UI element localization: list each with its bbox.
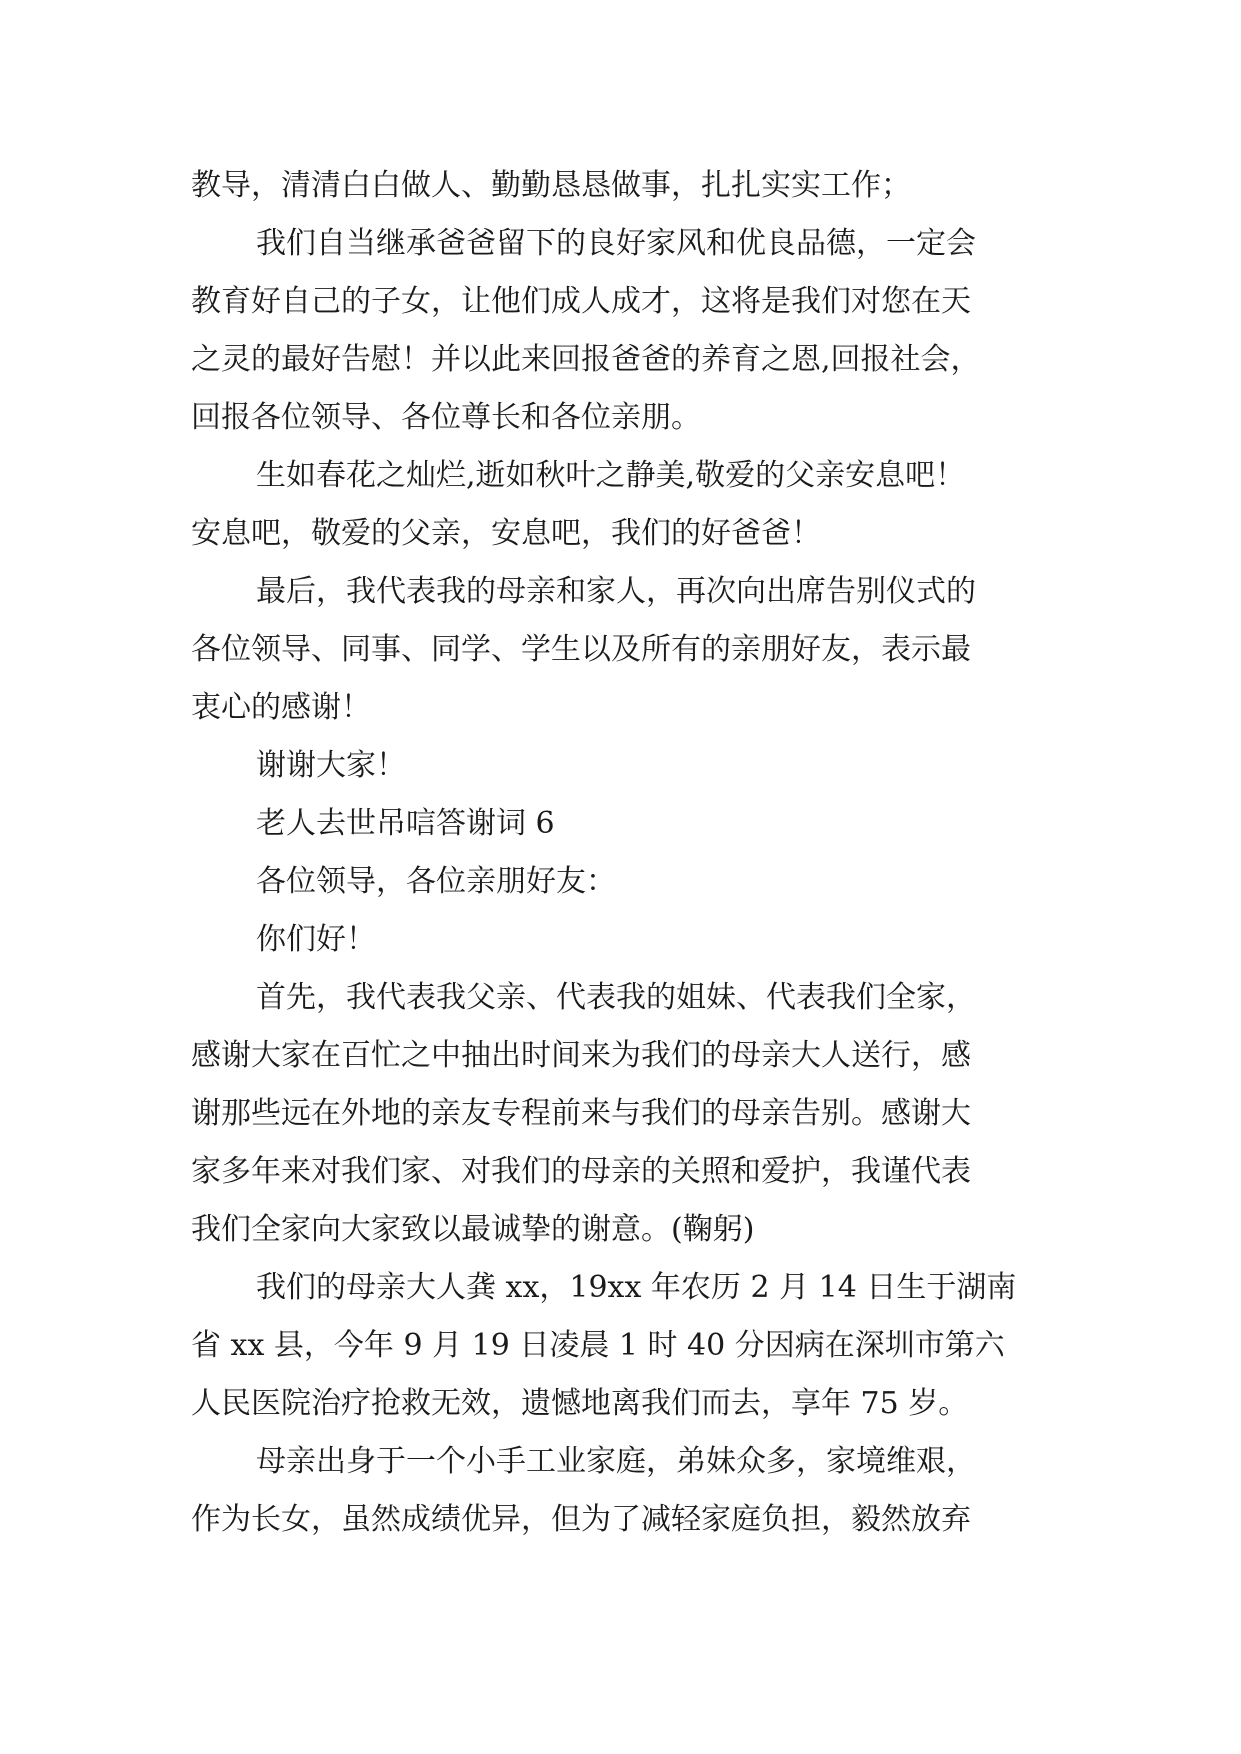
text-line: 教导，清清白白做人、勤勤恳恳做事，扎扎实实工作； <box>191 168 911 203</box>
text-line: 各位领导，各位亲朋好友： <box>256 864 616 899</box>
text-line: 母亲出身于一个小手工业家庭，弟妹众多，家境维艰， <box>256 1444 976 1479</box>
text-line: 谢那些远在外地的亲友专程前来与我们的母亲告别。感谢大 <box>191 1096 971 1131</box>
text-line: 各位领导、同事、同学、学生以及所有的亲朋好友，表示最 <box>191 632 971 667</box>
text-line: 我们的母亲大人龚 xx，19xx 年农历 2 月 14 日生于湖南 <box>256 1270 1017 1305</box>
text-line: 教育好自己的子女，让他们成人成才，这将是我们对您在天 <box>191 284 971 319</box>
text-line: 之灵的最好告慰！并以此来回报爸爸的养育之恩,回报社会， <box>191 342 981 377</box>
text-line: 人民医院治疗抢救无效，遗憾地离我们而去，享年 75 岁。 <box>191 1386 969 1421</box>
text-line: 回报各位领导、各位尊长和各位亲朋。 <box>191 400 701 435</box>
text-line: 安息吧，敬爱的父亲，安息吧，我们的好爸爸！ <box>191 516 821 551</box>
text-line: 我们自当继承爸爸留下的良好家风和优良品德，一定会 <box>256 226 976 261</box>
text-line: 家多年来对我们家、对我们的母亲的关照和爱护，我谨代表 <box>191 1154 971 1189</box>
text-line: 你们好！ <box>256 922 376 957</box>
text-line: 最后，我代表我的母亲和家人，再次向出席告别仪式的 <box>256 574 976 609</box>
text-line: 首先，我代表我父亲、代表我的姐妹、代表我们全家， <box>256 980 976 1015</box>
section-heading: 老人去世吊唁答谢词 6 <box>256 806 555 841</box>
text-line: 衷心的感谢！ <box>191 690 371 725</box>
text-line: 省 xx 县，今年 9 月 19 日凌晨 1 时 40 分因病在深圳市第六 <box>191 1328 1005 1363</box>
text-line: 谢谢大家！ <box>256 748 406 783</box>
text-line: 作为长女，虽然成绩优异，但为了减轻家庭负担，毅然放弃 <box>191 1502 971 1537</box>
text-line: 生如春花之灿烂,逝如秋叶之静美,敬爱的父亲安息吧！ <box>256 458 966 493</box>
text-line: 我们全家向大家致以最诚挚的谢意。(鞠躬) <box>191 1212 755 1247</box>
text-line: 感谢大家在百忙之中抽出时间来为我们的母亲大人送行，感 <box>191 1038 971 1073</box>
